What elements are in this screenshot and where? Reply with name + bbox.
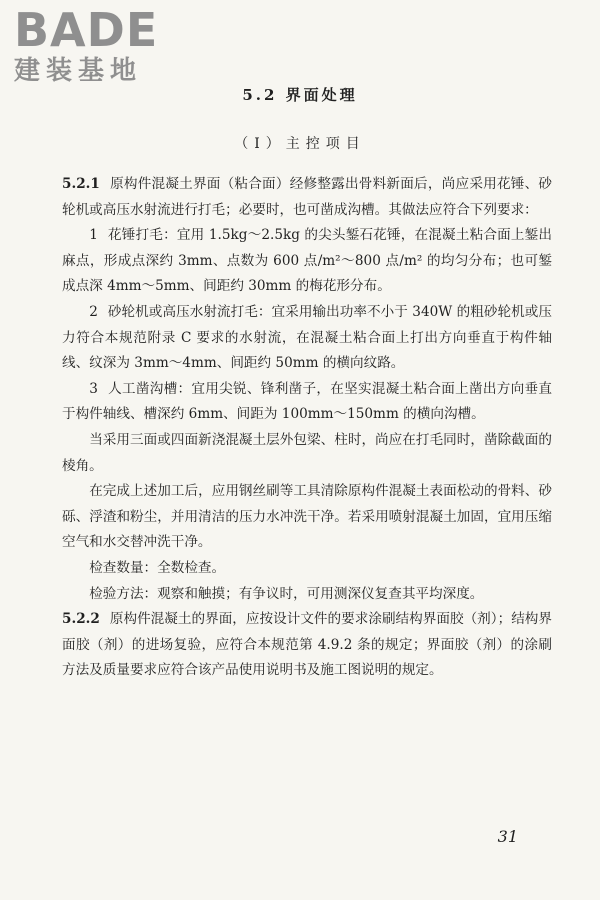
item-text: 花锤打毛：宜用 1.5kg～2.5kg 的尖头錾石花锤，在混凝土粘合面上錾出麻点，形成点深约 3mm、点数为 600 点/m²～800 点/m² 的均匀分布；也可錾成点深 4mm～5mm、间距约 30mm 的梅花形分布。 [62, 227, 552, 295]
item-number: 3 [89, 380, 98, 397]
list-item [62, 300, 552, 377]
bade-logo [14, 3, 159, 86]
clause-5-2-2 [62, 607, 552, 684]
section-title: 5.2 界面处理 [242, 86, 358, 104]
item-number: 2 [89, 303, 98, 320]
item-text: 人工凿沟槽：宜用尖锐、锋利凿子，在坚实混凝土粘合面上凿出方向垂直于构件轴线、槽深约 6mm、间距为 100mm～150mm 的横向沟槽。 [62, 380, 552, 423]
list-item [62, 377, 552, 428]
logo-wordmark: BADE [14, 3, 159, 57]
clause-5-2-1 [62, 172, 552, 223]
logo-subtitle: 建装基地 [14, 56, 143, 86]
clause-text: 原构件混凝土界面（粘合面）经修整露出骨料新面后，尚应采用花锤、砂轮机或高压水射流进行打毛；必要时，也可凿成沟槽。其做法应符合下列要求： [62, 176, 552, 218]
inspection-quantity: 检查数量：全数检查。 [89, 559, 226, 576]
inspection-method: 检验方法：观察和触摸；有争议时，可用测深仪复查其平均深度。 [89, 585, 484, 602]
document-body [62, 172, 552, 684]
paragraph: 当采用三面或四面新浇混凝土层外包梁、柱时，尚应在打毛同时，凿除截面的棱角。 [62, 431, 552, 474]
item-text: 砂轮机或高压水射流打毛：宜采用输出功率不小于 340W 的粗砂轮机或压力符合本规范附录 C 要求的水射流，在混凝土粘合面上打出方向垂直于构件轴线、纹深为 3mm～4mm、间距约 50mm 的横向纹路。 [62, 303, 552, 372]
item-number: 1 [89, 227, 98, 244]
clause-number: 5.2.1 [62, 176, 100, 192]
list-item [62, 223, 552, 300]
page-number: 31 [497, 827, 518, 846]
clause-number: 5.2.2 [62, 611, 100, 628]
subsection-title: （Ⅰ）主控项目 [234, 136, 366, 152]
clause-text: 原构件混凝土的界面，应按设计文件的要求涂刷结构界面胶（剂）；结构界面胶（剂）的进场复验，应符合本规范第 4.9.2 条的规定；界面胶（剂）的涂刷方法及质量要求应符合该产品使用说明书及施工图说明的规定。 [62, 611, 552, 679]
paragraph: 在完成上述加工后，应用钢丝刷等工具清除原构件混凝土表面松动的骨料、砂砾、浮渣和粉尘，并用清洁的压力水冲洗干净。若采用喷射混凝土加固，宜用压缩空气和水交替冲洗干净。 [62, 483, 552, 551]
